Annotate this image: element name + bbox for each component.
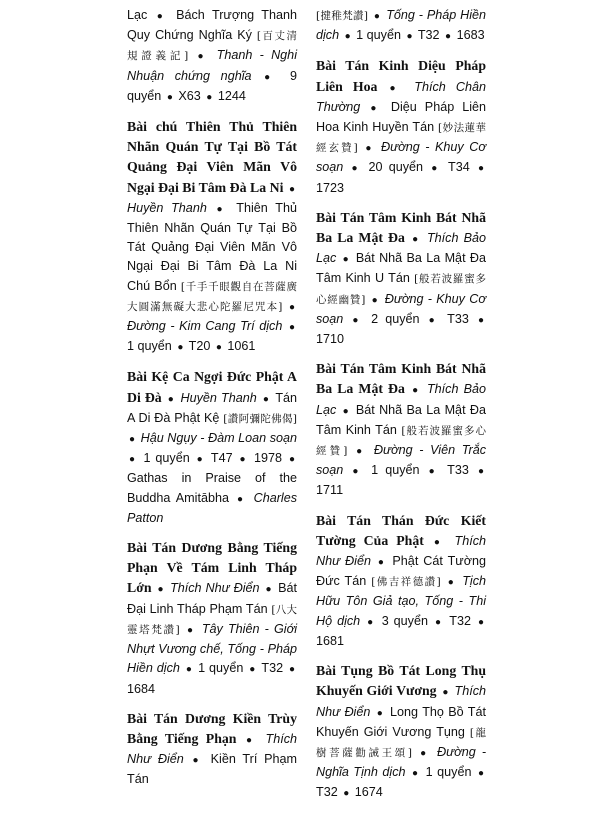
- entry-italic-text: Thích Bảo Lạc: [316, 382, 487, 417]
- bullet-separator: ●: [167, 393, 175, 405]
- catalog-entry: [316, 359, 486, 500]
- entry-italic-text: Thích Như Điển: [316, 684, 487, 719]
- entry-title: Bài Tán Thán Đức Kiết Tường Của Phật: [316, 512, 486, 548]
- bullet-separator: ●: [129, 454, 137, 466]
- entry-text: 1711: [316, 483, 344, 498]
- bullet-separator: ●: [186, 624, 195, 636]
- right-column: [316, 6, 486, 814]
- entry-chinese-title: [百丈清規證義記]: [127, 30, 297, 63]
- bullet-separator: ●: [371, 294, 379, 306]
- entry-text: T20: [188, 339, 211, 354]
- bullet-separator: ●: [192, 755, 202, 767]
- entry-text: Bát Đại Linh Tháp Phạm Tán: [127, 581, 297, 616]
- entry-title: Bài Kệ Ca Ngợi Đức Phật A Di Đà: [127, 369, 297, 405]
- entry-title: Bài Tán Tâm Kinh Bát Nhã Ba La Mật Đa: [316, 361, 486, 397]
- bullet-separator: ●: [406, 31, 413, 43]
- catalog-entry: [316, 661, 486, 803]
- entry-italic-text: Đường - Khuy Cơ soạn: [316, 291, 486, 326]
- catalog-entry: [316, 6, 486, 46]
- bullet-separator: ●: [477, 768, 485, 780]
- bullet-separator: ●: [249, 664, 256, 676]
- bullet-separator: ●: [477, 163, 485, 175]
- bullet-separator: ●: [265, 584, 273, 596]
- entry-title: Bài Tán Tâm Kinh Bát Nhã Ba La Mật Đa: [316, 209, 486, 246]
- entry-text: Thiên Thủ Thiên Nhãn Quán Tự Tại Bồ Tát Quảng Đại Viên Mãn Vô Ngại Đại Bi Tâm Đà La Ni Chú Bổn: [127, 200, 297, 293]
- entry-text: 1723: [316, 180, 345, 195]
- bullet-separator: ●: [428, 314, 439, 326]
- bullet-separator: ●: [477, 616, 485, 628]
- bullet-separator: ●: [342, 405, 350, 417]
- bullet-separator: ●: [288, 183, 295, 195]
- bullet-separator: ●: [477, 466, 485, 478]
- entry-text: Bách Trượng Thanh Quy Chứng Nghĩa Ký: [127, 8, 298, 43]
- bullet-separator: ●: [351, 163, 361, 175]
- entry-text: 1 quyển: [356, 28, 401, 43]
- bullet-separator: ●: [185, 664, 193, 676]
- bullet-separator: ●: [264, 71, 278, 83]
- left-column: [127, 6, 297, 800]
- entry-text: Long Thọ Bồ Tát Khuyến Giới Vương Tụng: [316, 704, 487, 739]
- bullet-separator: ●: [376, 707, 384, 719]
- bullet-separator: ●: [289, 664, 296, 676]
- entry-text: 20 quyển: [368, 160, 424, 175]
- entry-title: Bài Tán Kinh Diệu Pháp Liên Hoa: [316, 58, 486, 94]
- entry-text: T32: [261, 661, 284, 676]
- entry-chinese-title: [讚阿彌陀佛偈]: [223, 412, 297, 425]
- entry-text: Diệu Pháp Liên Hoa Kinh Huyền Tán: [316, 99, 487, 135]
- bullet-separator: ●: [447, 577, 456, 589]
- bullet-separator: ●: [129, 434, 136, 446]
- entry-chinese-title: [八大靈塔梵讚]: [127, 603, 297, 636]
- entry-italic-text: Tây Thiên - Giới Nhựt Vương chế, Tống - Pháp Hiền dịch: [127, 621, 298, 676]
- entry-chinese-title: [佛吉祥德讚]: [371, 576, 441, 589]
- entry-chinese-title: [般若波羅蜜多心經贊]: [316, 424, 486, 458]
- bullet-separator: ●: [245, 734, 257, 746]
- entry-text: T32: [417, 28, 440, 43]
- entry-title: Bài chú Thiên Thủ Thiên Nhãn Quán Tự Tại Bồ Tát Quảng Đại Viên Mãn Vô Ngại Đại Bi Tâm Đà La Ni: [127, 119, 297, 195]
- entry-text: 1683: [456, 28, 485, 43]
- entry-text: 1 quyển: [371, 463, 420, 478]
- bullet-separator: ●: [157, 584, 165, 596]
- bullet-separator: ●: [389, 82, 403, 94]
- entry-text: Lạc: [127, 8, 148, 22]
- entry-text: 2 quyển: [371, 311, 420, 326]
- entry-italic-text: Đường - Viên Trắc soạn: [316, 443, 486, 478]
- bullet-separator: ●: [431, 163, 441, 175]
- entry-italic-text: Thích Như Điển: [127, 731, 298, 767]
- entry-text: T33: [447, 311, 469, 326]
- entry-text: Tán A Di Đà Phật Kệ: [127, 390, 298, 425]
- bullet-separator: ●: [370, 102, 381, 114]
- entry-text: Kiền Trí Phạm Tán: [127, 752, 298, 787]
- entry-italic-text: Huyền Thanh: [180, 390, 257, 405]
- bullet-separator: ●: [420, 747, 429, 759]
- entry-text: 1674: [354, 785, 383, 800]
- entry-text: 1681: [316, 633, 345, 648]
- bullet-separator: ●: [377, 557, 386, 569]
- entry-text: 1 quyển: [127, 339, 172, 354]
- bullet-separator: ●: [352, 314, 363, 326]
- entry-italic-text: Tống - Pháp Hiền dịch: [316, 8, 487, 43]
- entry-text: Bát Nhã Ba La Mật Đa Tâm Kinh U Tán: [316, 251, 486, 286]
- bullet-separator: ●: [365, 143, 374, 155]
- entry-title: Bài Tán Dương Kiền Trùy Bằng Tiếng Phạn: [127, 710, 297, 746]
- bullet-separator: ●: [343, 788, 350, 800]
- catalog-entry: [127, 367, 297, 528]
- bullet-separator: ●: [166, 91, 173, 103]
- entry-text: Bát Nhã Ba La Mật Đa Tâm Kinh Tán: [316, 402, 486, 437]
- bullet-separator: ●: [344, 31, 351, 43]
- bullet-separator: ●: [367, 616, 375, 628]
- entry-chinese-title: [妙法蓮華經玄贊]: [316, 122, 486, 155]
- catalog-entry: [127, 6, 297, 107]
- bullet-separator: ●: [356, 446, 366, 458]
- catalog-entry: [127, 117, 297, 357]
- entry-chinese-title: [千手千眼觀自在菩薩廣大圓滿無礙大悲心陀羅尼咒本]: [127, 280, 297, 313]
- bullet-separator: ●: [288, 454, 296, 466]
- entry-text: T32: [449, 613, 471, 628]
- entry-chinese-title: [龍樹菩薩勸誡王頌]: [316, 726, 487, 759]
- bullet-separator: ●: [237, 493, 246, 505]
- entry-italic-text: Hậu Ngụy - Đàm Loan soạn: [140, 431, 298, 446]
- bullet-separator: ●: [215, 342, 222, 354]
- bullet-separator: ●: [216, 203, 227, 215]
- bullet-separator: ●: [412, 768, 420, 780]
- entry-text: T34: [448, 160, 470, 175]
- bullet-separator: ●: [197, 51, 208, 63]
- entry-italic-text: Đường - Nghĩa Tịnh dịch: [316, 744, 487, 780]
- entry-title: Bài Tán Dương Bằng Tiếng Phạn Về Tám Linh Tháp Lớn: [127, 540, 297, 596]
- entry-text: T47: [210, 451, 233, 466]
- entry-text: 1244: [217, 88, 246, 103]
- entry-italic-text: Thích Như Điển: [170, 581, 260, 596]
- entry-title: Bài Tụng Bồ Tát Long Thụ Khuyến Giới Vương: [316, 663, 486, 699]
- entry-chinese-title: [揵稚梵讚]: [316, 10, 369, 22]
- bullet-separator: ●: [352, 466, 363, 478]
- entry-text: 1 quyển: [425, 765, 472, 780]
- entry-text: 3 quyển: [381, 613, 428, 628]
- bullet-separator: ●: [434, 616, 443, 628]
- bullet-separator: ●: [239, 454, 248, 466]
- entry-italic-text: Đường - Kim Cang Trí dịch: [127, 319, 283, 334]
- entry-text: 1061: [227, 339, 256, 354]
- entry-text: T32: [316, 785, 338, 800]
- bullet-separator: ●: [373, 11, 381, 22]
- bullet-separator: ●: [445, 31, 452, 43]
- bullet-separator: ●: [477, 314, 485, 326]
- bullet-separator: ●: [288, 301, 295, 313]
- entry-text: X63: [178, 88, 201, 103]
- entry-text: 1978: [254, 451, 283, 466]
- entry-italic-text: Thanh - Nghi Nhuận chứng nghĩa: [127, 48, 297, 83]
- bullet-separator: ●: [177, 342, 184, 354]
- bullet-separator: ●: [288, 322, 295, 334]
- catalog-entry: [316, 56, 486, 197]
- bullet-separator: ●: [428, 466, 439, 478]
- entry-text: 9 quyển: [127, 68, 298, 103]
- entry-text: Phật Cát Tường Đức Tán: [316, 554, 487, 589]
- entry-italic-text: Thích Chân Thường: [316, 79, 487, 114]
- entry-italic-text: Tịch Hữu Tôn Giả tạo, Tống - Thi Hộ dịch: [316, 574, 486, 628]
- bullet-separator: ●: [342, 254, 350, 266]
- entry-text: 1684: [127, 681, 156, 696]
- bullet-separator: ●: [156, 11, 167, 22]
- bullet-separator: ●: [412, 234, 420, 246]
- entry-text: 1710: [316, 332, 345, 347]
- catalog-entry: [127, 538, 297, 699]
- entry-italic-text: Charles Patton: [127, 490, 298, 525]
- entry-chinese-title: [般若波羅蜜多心經幽贊]: [316, 273, 486, 306]
- bullet-separator: ●: [442, 687, 449, 699]
- catalog-entry: [127, 709, 297, 790]
- bullet-separator: ●: [206, 91, 213, 103]
- catalog-entry: [316, 208, 486, 349]
- bullet-separator: ●: [433, 536, 445, 548]
- entry-italic-text: Thích Bảo Lạc: [316, 231, 487, 266]
- entry-text: Gathas in Praise of the Buddha Amitābha: [127, 471, 297, 505]
- entry-italic-text: Đường - Khuy Cơ soạn: [316, 140, 486, 175]
- bullet-separator: ●: [262, 393, 270, 405]
- catalog-entry: [316, 511, 486, 651]
- entry-italic-text: Huyền Thanh: [127, 200, 207, 215]
- entry-text: T33: [447, 463, 469, 478]
- bullet-separator: ●: [412, 385, 420, 397]
- entry-text: 1 quyển: [198, 661, 244, 676]
- entry-text: 1 quyển: [143, 451, 190, 466]
- entry-italic-text: Thích Như Điển: [316, 533, 486, 569]
- bullet-separator: ●: [196, 454, 205, 466]
